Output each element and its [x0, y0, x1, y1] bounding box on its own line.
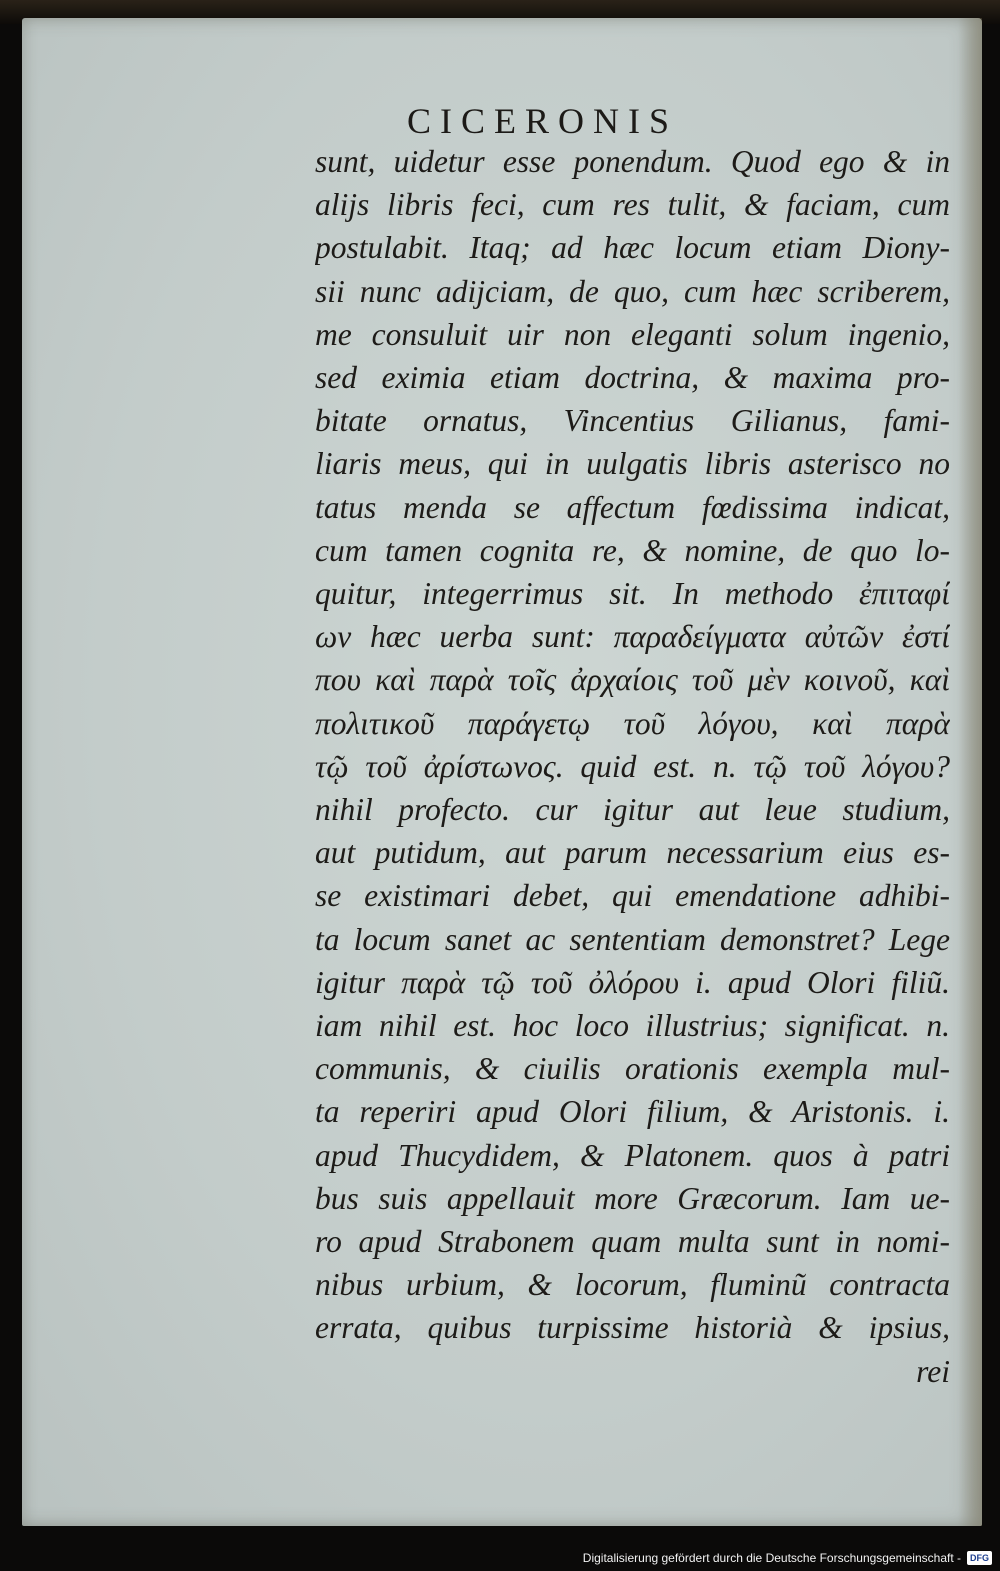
text-line: τῷ τοῦ ἀρίστωνος. quid est. n. τῷ τοῦ λόγου?	[315, 748, 950, 784]
text-line: liaris meus, qui in uulgatis libris asterisco no	[315, 446, 950, 482]
text-line: πολιτικοῦ παράγετῳ τοῦ λόγου, καὶ παρὰ	[315, 705, 950, 741]
dfg-logo: DFG	[967, 1551, 992, 1565]
text-line: communis, & ciuilis orationis exempla mul-	[315, 1051, 950, 1087]
text-line: bus suis appellauit more Græcorum. Iam ue-	[315, 1180, 950, 1216]
digitization-footer	[583, 1549, 992, 1567]
book-page	[22, 18, 982, 1526]
text-line: cum tamen cognita re, & nomine, de quo lo-	[315, 532, 950, 568]
text-line: postulabit. Itaq; ad hæc locum etiam Diony-	[315, 230, 950, 266]
text-line: bitate ornatus, Vincentius Gilianus, fami-	[315, 403, 950, 439]
text-line: igitur παρὰ τῷ τοῦ ὀλόρου i. apud Olori filiũ.	[315, 964, 950, 1000]
text-line: ων hæc uerba sunt: παραδείγματα αὐτῶν ἐστί	[315, 619, 950, 655]
text-line: ta locum sanet ac sententiam demonstret? Lege	[315, 921, 950, 957]
text-line: ro apud Strabonem quam multa sunt in nomi-	[315, 1224, 950, 1260]
text-line: ta reperiri apud Olori filium, & Aristonis. i.	[315, 1094, 950, 1130]
body-text	[315, 140, 950, 1393]
text-line: που καὶ παρὰ τοῖς ἀρχαίοις τοῦ μὲν κοινοῦ, καὶ	[315, 662, 950, 698]
text-line: aut putidum, aut parum necessarium eius es-	[315, 835, 950, 871]
text-line: se existimari debet, qui emendatione adhibi-	[315, 878, 950, 914]
text-line: sed eximia etiam doctrina, & maxima pro-	[315, 360, 950, 396]
text-line: iam nihil est. hoc loco illustrius; significat. n.	[315, 1008, 950, 1044]
catchword: rei	[916, 1353, 950, 1389]
text-line: alijs libris feci, cum res tulit, & faciam, cum	[315, 187, 950, 223]
text-line: sunt, uidetur esse ponendum. Quod ego & in	[315, 144, 950, 179]
text-line: apud Thucydidem, & Platonem. quos à patri	[315, 1137, 950, 1173]
text-line: me consuluit uir non eleganti solum ingenio,	[315, 316, 950, 352]
text-line: errata, quibus turpissime historià & ipsius,	[315, 1310, 950, 1346]
text-line: sii nunc adijciam, de quo, cum hæc scriberem,	[315, 273, 950, 309]
footer-credit: Digitalisierung gefördert durch die Deutsche Forschungsgemeinschaft -	[582, 1551, 961, 1565]
running-head: CICERONIS	[407, 101, 679, 141]
page-gutter-shadow	[958, 18, 982, 1526]
text-line: tatus menda se affectum fœdissima indicat,	[315, 489, 950, 525]
text-line: nihil profecto. cur igitur aut leue studium,	[315, 792, 950, 828]
text-line: quitur, integerrimus sit. In methodo ἐπιταφί	[315, 576, 950, 612]
text-line: nibus urbium, & locorum, fluminũ contracta	[315, 1267, 950, 1303]
